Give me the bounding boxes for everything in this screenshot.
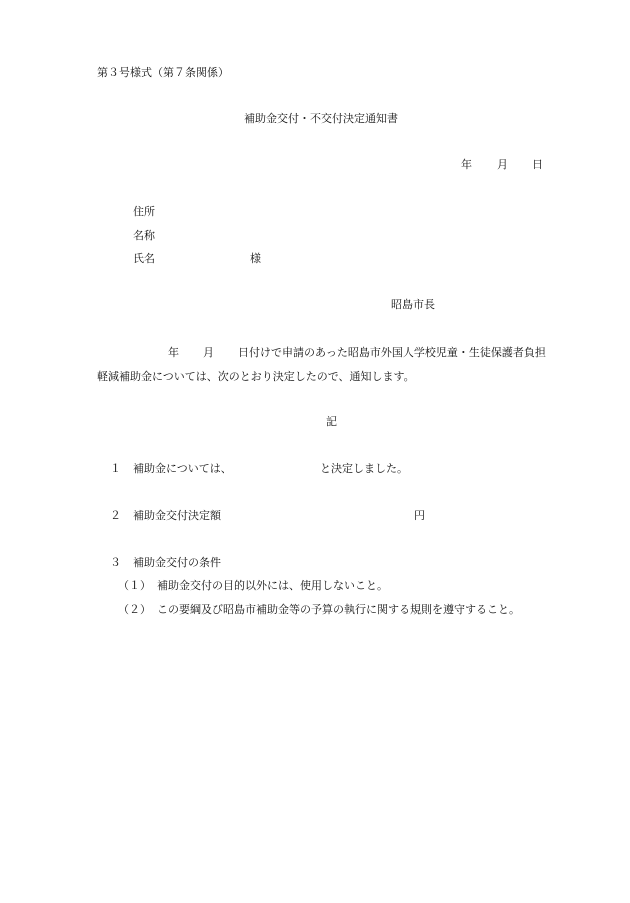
item-2-text: 補助金交付決定額 <box>133 509 221 522</box>
item-3-text: 補助金交付の条件 <box>133 556 221 569</box>
condition-2-number: （２） <box>118 603 151 616</box>
date-day: 日 <box>532 158 543 171</box>
item-1-text: 補助金については、 <box>133 462 232 475</box>
condition-1-number: （１） <box>118 579 151 592</box>
body-line1: 日付けで申請のあった昭島市外国人学校児童・生徒保護者負担 <box>238 346 546 359</box>
date-year: 年 <box>461 158 472 171</box>
condition-1-text: 補助金交付の目的以外には、使用しないこと。 <box>157 579 388 592</box>
form-number: 第３号様式（第７条関係） <box>97 66 229 79</box>
body-line2: 軽減補助金については、次のとおり決定したので、通知します。 <box>97 370 415 383</box>
body-year: 年 <box>168 346 179 359</box>
date-month: 月 <box>497 158 508 171</box>
issuer: 昭島市長 <box>391 298 435 311</box>
item-3-number: ３ <box>110 556 121 569</box>
ki-heading: 記 <box>326 415 337 428</box>
honorific: 様 <box>250 252 261 265</box>
body-month: 月 <box>203 346 214 359</box>
item-2-number: ２ <box>110 509 121 522</box>
condition-2-text: この要綱及び昭島市補助金等の予算の執行に関する規則を遵守すること。 <box>157 603 520 616</box>
item-1-suffix: と決定しました。 <box>320 462 408 475</box>
person-label: 氏名 <box>133 252 155 265</box>
item-1-number: １ <box>110 462 121 475</box>
item-2-unit: 円 <box>414 509 425 522</box>
address-label: 住所 <box>133 205 155 218</box>
name-label: 名称 <box>133 229 155 242</box>
document-title: 補助金交付・不交付決定通知書 <box>244 112 398 125</box>
